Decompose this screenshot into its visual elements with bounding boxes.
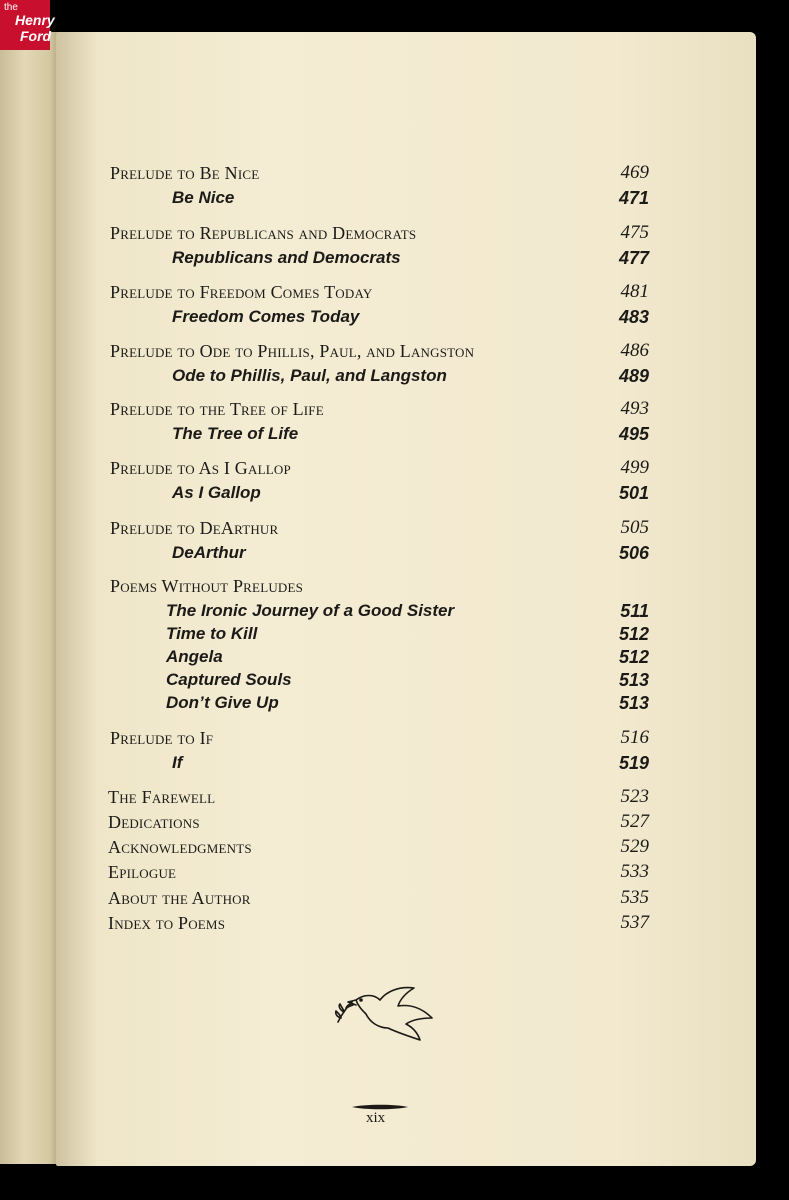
toc-title: Time to Kill (166, 624, 258, 643)
toc-page-number: 489 (618, 366, 649, 386)
toc-entry (0, 622, 789, 646)
toc-page-number: 501 (618, 483, 649, 503)
toc-page-number: 512 (618, 647, 649, 667)
toc-entry (0, 911, 789, 935)
toc-title: Prelude to Be Nice (110, 163, 260, 183)
toc-title: Acknowledgments (108, 837, 252, 857)
toc-entry (0, 397, 789, 421)
toc-page-number: 505 (620, 517, 649, 538)
logo-ford: Ford (20, 28, 52, 44)
toc-page-number: 486 (620, 340, 649, 361)
toc-entry (0, 305, 789, 329)
toc-entry (0, 668, 789, 692)
toc-title: Epilogue (108, 862, 177, 882)
dove-icon (334, 978, 438, 1044)
toc-entry (0, 161, 789, 185)
toc-page-number: 529 (620, 836, 649, 857)
toc-page-number: 537 (620, 912, 649, 933)
toc-page-number: 513 (618, 670, 649, 690)
toc-title: Prelude to If (110, 728, 214, 748)
toc-title: The Farewell (108, 787, 216, 807)
toc-page-number: 481 (620, 281, 649, 302)
toc-page-number: 493 (620, 398, 649, 419)
page-number-folio: xix (366, 1110, 386, 1126)
toc-title: Ode to Phillis, Paul, and Langston (172, 366, 447, 385)
toc-page-number: 483 (618, 307, 649, 327)
toc-title: Poems Without Preludes (110, 576, 304, 596)
toc-entry (0, 810, 789, 834)
toc-title: The Ironic Journey of a Good Sister (166, 601, 455, 620)
toc-entry (0, 516, 789, 540)
toc-section-heading (0, 574, 789, 598)
toc-page-number: 469 (620, 162, 649, 183)
toc-title: Index to Poems (108, 913, 226, 933)
toc-page-number: 477 (618, 248, 649, 268)
toc-entry (0, 541, 789, 565)
toc-page-number: 523 (620, 786, 649, 807)
logo-henry: Henry (15, 12, 55, 28)
toc-page-number: 527 (620, 811, 649, 832)
toc-page-number: 512 (618, 624, 649, 644)
toc-title: The Tree of Life (172, 424, 299, 443)
toc-title: Angela (166, 647, 223, 666)
toc-entry (0, 456, 789, 480)
toc-title: Republicans and Democrats (172, 248, 401, 267)
toc-entry (0, 339, 789, 363)
toc-title: Prelude to Freedom Comes Today (110, 282, 373, 302)
toc-title: About the Author (108, 888, 251, 908)
toc-title: Prelude to Ode to Phillis, Paul, and Langston (110, 341, 475, 361)
toc-page-number: 475 (620, 222, 649, 243)
toc-entry (0, 751, 789, 775)
toc-entry (0, 221, 789, 245)
toc-entry (0, 691, 789, 715)
toc-title: Don’t Give Up (166, 693, 279, 712)
toc-entry (0, 364, 789, 388)
toc-title: Prelude to DeArthur (110, 518, 279, 538)
toc-entry (0, 886, 789, 910)
toc-page-number: 516 (620, 727, 649, 748)
toc-entry (0, 860, 789, 884)
toc-page-number: 511 (620, 601, 649, 621)
toc-entry (0, 785, 789, 809)
toc-title: Prelude to Republicans and Democrats (110, 223, 417, 243)
toc-title: If (172, 753, 183, 772)
toc-entry (0, 422, 789, 446)
toc-entry (0, 186, 789, 210)
toc-title: Freedom Comes Today (172, 307, 360, 326)
toc-page-number: 533 (620, 861, 649, 882)
toc-entry (0, 599, 789, 623)
toc-title: Captured Souls (166, 670, 292, 689)
toc-title: DeArthur (172, 543, 246, 562)
toc-page-number: 519 (618, 753, 649, 773)
toc-entry (0, 280, 789, 304)
toc-entry (0, 481, 789, 505)
toc-title: As I Gallop (172, 483, 261, 502)
toc-entry (0, 726, 789, 750)
toc-entry (0, 246, 789, 270)
toc-page-number: 535 (620, 887, 649, 908)
toc-page-number: 506 (618, 543, 649, 563)
toc-title: Prelude to the Tree of Life (110, 399, 324, 419)
logo-the: the (4, 2, 18, 13)
toc-entry (0, 835, 789, 859)
toc-page-number: 513 (618, 693, 649, 713)
toc-title: Be Nice (172, 188, 235, 207)
toc-page-number: 495 (618, 424, 649, 444)
toc-page-number: 471 (618, 188, 649, 208)
toc-title: Prelude to As I Gallop (110, 458, 291, 478)
toc-page-number: 499 (620, 457, 649, 478)
toc-entry (0, 645, 789, 669)
toc-title: Dedications (108, 812, 200, 832)
